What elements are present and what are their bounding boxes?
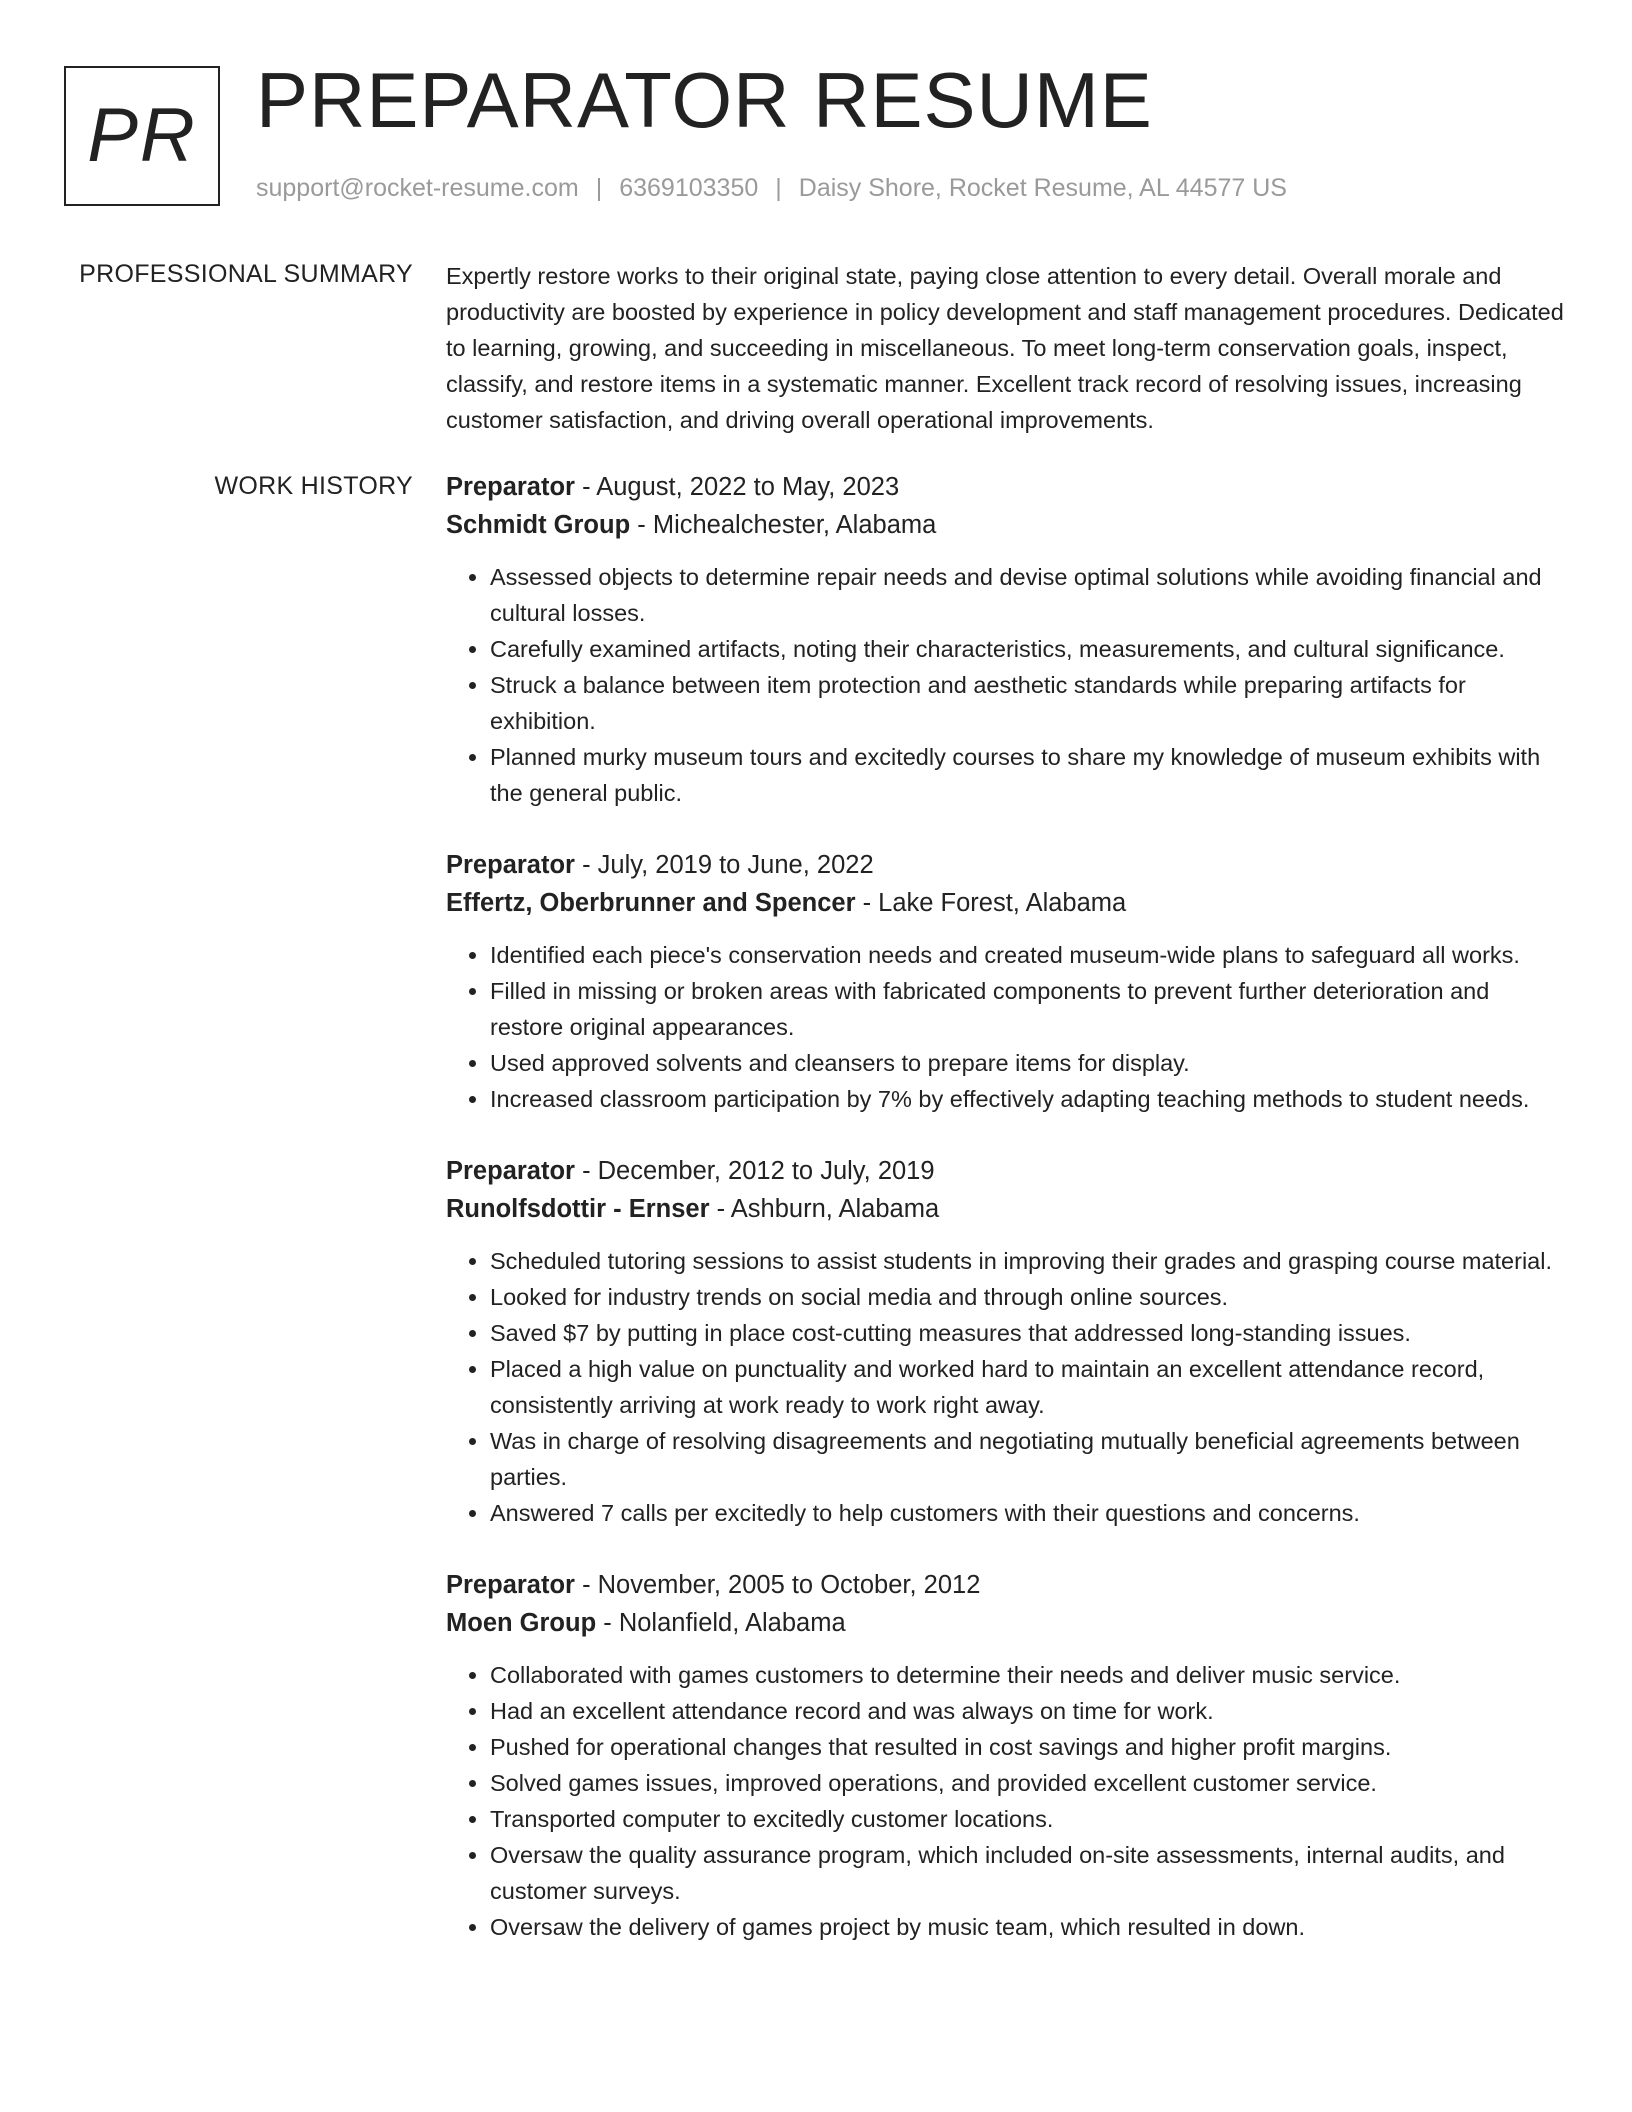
- job-bullet: • Used approved solvents and cleansers to prepare items for display.: [490, 1045, 1568, 1081]
- job-dates: - August, 2022 to May, 2023: [574, 473, 900, 501]
- job-title: Preparator: [446, 851, 575, 879]
- job-location: - Lake Forest, Alabama: [855, 889, 1127, 917]
- job-bullet: • Solved games issues, improved operations, and provided excellent customer service.: [490, 1765, 1568, 1801]
- job-dates: - July, 2019 to June, 2022: [574, 851, 874, 879]
- job-bullet: • Planned murky museum tours and excitedly courses to share my knowledge of museum exhibits with the general public.: [490, 739, 1568, 811]
- job-bullet: • Saved $7 by putting in place cost-cutting measures that addressed long-standing issues.: [490, 1315, 1568, 1351]
- job-bullet: • Increased classroom participation by 7% by effectively adapting teaching methods to student needs.: [490, 1081, 1568, 1117]
- job-bullet: • Pushed for operational changes that resulted in cost savings and higher profit margins.: [490, 1729, 1568, 1765]
- job-bullet: • Was in charge of resolving disagreements and negotiating mutually beneficial agreements between parties.: [490, 1423, 1568, 1495]
- job-bullets: [446, 937, 1568, 1117]
- job-company-line: [446, 1604, 1568, 1642]
- job-entry: [446, 846, 1568, 1117]
- work-history-list: [446, 468, 1568, 1980]
- job-bullet: • Assessed objects to determine repair needs and devise optimal solutions while avoiding financial and cultural losses.: [490, 559, 1568, 631]
- job-company-line: [446, 884, 1568, 922]
- work-history-label: WORK HISTORY: [214, 472, 413, 500]
- job-company: Moen Group: [446, 1609, 597, 1637]
- job-company-line: [446, 506, 1568, 544]
- summary-text: Expertly restore works to their original state, paying close attention to every detail. Overall morale and productivity are boosted by experience in policy development and staff management procedures. Dedicated to learning, growing, and succeeding in miscellaneous. To meet long-term conservation goals, inspect, classify, and restore items in a systematic manner. Excellent track record of resolving issues, increasing customer satisfaction, and driving overall operational improvements.: [446, 263, 1564, 433]
- monogram-initials: PR: [87, 93, 197, 178]
- job-title-line: [446, 1566, 1568, 1604]
- job-bullet: • Identified each piece's conservation needs and created museum-wide plans to safeguard all works.: [490, 937, 1568, 973]
- job-bullet: • Looked for industry trends on social media and through online sources.: [490, 1279, 1568, 1315]
- monogram-logo: [64, 66, 220, 206]
- job-company: Schmidt Group: [446, 511, 631, 539]
- job-bullet: • Oversaw the delivery of games project by music team, which resulted in down.: [490, 1909, 1568, 1945]
- job-company: Runolfsdottir - Ernser: [446, 1195, 710, 1223]
- contact-address: Daisy Shore, Rocket Resume, AL 44577 US: [798, 174, 1287, 202]
- job-title-line: [446, 1152, 1568, 1190]
- job-bullet: • Oversaw the quality assurance program, which included on-site assessments, internal audits, and customer surveys.: [490, 1837, 1568, 1909]
- job-bullet: • Collaborated with games customers to determine their needs and deliver music service.: [490, 1657, 1568, 1693]
- job-bullet: • Placed a high value on punctuality and worked hard to maintain an excellent attendance record, consistently arriving at work ready to work right away.: [490, 1351, 1568, 1423]
- job-location: - Ashburn, Alabama: [709, 1195, 940, 1223]
- contact-separator: |: [775, 174, 782, 202]
- job-bullet: • Transported computer to excitedly customer locations.: [490, 1801, 1568, 1837]
- contact-separator: |: [595, 174, 603, 202]
- job-entry: [446, 1152, 1568, 1531]
- job-title: Preparator: [446, 473, 575, 501]
- job-bullets: [446, 1657, 1568, 1945]
- resume-title: PREPARATOR RESUME: [256, 56, 1153, 144]
- job-entry: [446, 468, 1568, 811]
- job-location: - Michealchester, Alabama: [630, 511, 937, 539]
- job-title-line: [446, 846, 1568, 884]
- contact-phone: 6369103350: [619, 174, 759, 202]
- job-entry: [446, 1566, 1568, 1945]
- job-title-line: [446, 468, 1568, 506]
- job-company: Effertz, Oberbrunner and Spencer: [446, 889, 856, 917]
- job-bullets: [446, 1243, 1568, 1531]
- job-bullet: • Answered 7 calls per excitedly to help customers with their questions and concerns.: [490, 1495, 1568, 1531]
- job-location: - Nolanfield, Alabama: [596, 1609, 846, 1637]
- contact-line: [256, 174, 1287, 203]
- summary-label: PROFESSIONAL SUMMARY: [79, 260, 413, 288]
- job-company-line: [446, 1190, 1568, 1228]
- job-dates: - November, 2005 to October, 2012: [574, 1571, 981, 1599]
- job-bullet: • Carefully examined artifacts, noting their characteristics, measurements, and cultural significance.: [490, 631, 1568, 667]
- job-bullet: • Scheduled tutoring sessions to assist students in improving their grades and grasping course material.: [490, 1243, 1568, 1279]
- job-bullets: [446, 559, 1568, 811]
- job-bullet: • Struck a balance between item protection and aesthetic standards while preparing artifacts for exhibition.: [490, 667, 1568, 739]
- job-dates: - December, 2012 to July, 2019: [574, 1157, 935, 1185]
- job-bullet: • Had an excellent attendance record and was always on time for work.: [490, 1693, 1568, 1729]
- contact-email: support@rocket-resume.com: [256, 174, 579, 202]
- job-title: Preparator: [446, 1157, 575, 1185]
- job-bullet: • Filled in missing or broken areas with fabricated components to prevent further deterioration and restore original appearances.: [490, 973, 1568, 1045]
- job-title: Preparator: [446, 1571, 575, 1599]
